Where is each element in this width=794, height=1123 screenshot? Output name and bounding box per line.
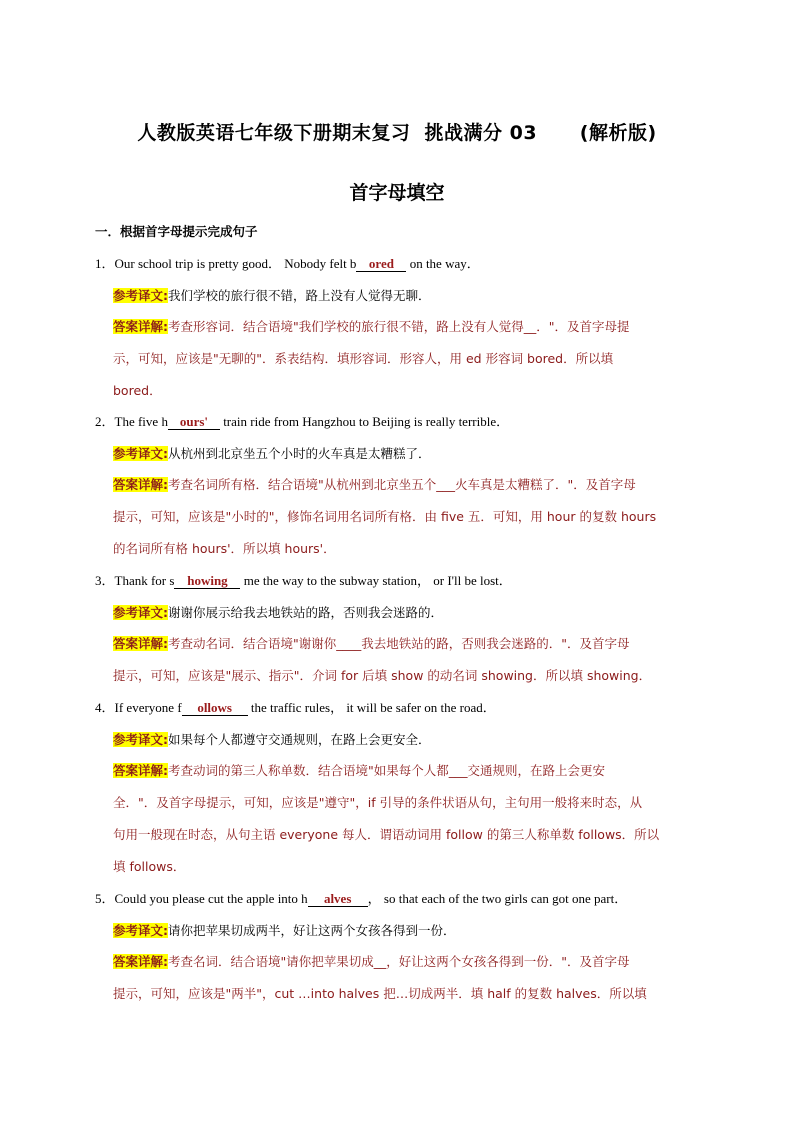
question-sentence: 2．The five h ours' train ride from Hangzhou to Beijing is really terrible．	[95, 414, 510, 429]
answer-blank: howing	[174, 573, 240, 589]
page-subtitle: 首字母填空	[349, 182, 445, 204]
answer-blank: ored	[356, 256, 406, 272]
answer-explanation: 答案详解:考查名词．结合语境"请你把苹果切成__，好让这两个女孩各得到一份．"．及首字母 提示，可知，应该是"两半"，cut …into halves 把…切成两半．填 half 的复数 halves．所以填	[113, 954, 647, 1002]
question-sentence: 3．Thank for s howing me the way to the subway station， or I'll be lost．	[95, 573, 512, 588]
translation-line: 参考译文:请你把苹果切成两半，好让这两个女孩各得到一份．	[113, 922, 456, 938]
question-item	[95, 565, 705, 692]
answer-label: 答案详解:	[113, 319, 168, 335]
translation-line: 参考译文:我们学校的旅行很不错，路上没有人觉得无聊．	[113, 287, 431, 303]
question-sentence: 4．If everyone f ollows the traffic rules， it will be safer on the road．	[95, 700, 496, 715]
answer-explanation: 答案详解:考查动名词．结合语境"谢谢你____我去地铁站的路，否则我会迷路的．"．及首字母 提示，可知，应该是"展示、指示"．介词 for 后填 show 的动名词 showing．所以填 showing．	[113, 636, 652, 684]
answer-label: 答案详解:	[113, 636, 168, 652]
answer-blank: ours'	[168, 414, 220, 430]
answer-explanation: 答案详解:考查名词所有格．结合语境"从杭州到北京坐五个___火车真是太糟糕了．"．及首字母 提示，可知，应该是"小时的"，修饰名词用名词所有格．由 five 五．可知，用 hour 的复数 hours 的名词所有格 hours'．所以填 hours'．	[113, 477, 657, 556]
translation-label: 参考译文:	[113, 604, 168, 620]
answer-label: 答案详解:	[113, 954, 168, 970]
answer-explanation: 答案详解:考查动词的第三人称单数．结合语境"如果每个人都___交通规则，在路上会更安 全．"．及首字母提示，可知，应该是"遵守"，if 引导的条件状语从句，主句用一般将来时态，从 句用一般现在时态，从句主语 everyone 每人．谓语动词用 follow 的第三人称单数 follows．所以 填 follows．	[113, 763, 660, 874]
question-item	[95, 248, 705, 407]
question-item	[95, 883, 705, 1010]
translation-line: 参考译文:如果每个人都遵守交通规则，在路上会更安全．	[113, 731, 431, 747]
answer-label: 答案详解:	[113, 763, 168, 779]
translation-label: 参考译文:	[113, 287, 168, 303]
answer-blank: alves	[308, 891, 368, 907]
translation-label: 参考译文:	[113, 731, 168, 747]
translation-line: 参考译文:谢谢你展示给我去地铁站的路，否则我会迷路的．	[113, 604, 444, 620]
answer-label: 答案详解:	[113, 477, 168, 493]
question-sentence: 1．Our school trip is pretty good． Nobody felt b ored on the way．	[95, 256, 480, 271]
question-item	[95, 692, 705, 882]
page-title: 人教版英语七年级下册期末复习 挑战满分 03 (解析版)	[137, 122, 657, 144]
section-heading: 一．根据首字母提示完成句子	[95, 224, 258, 239]
translation-label: 参考译文:	[113, 922, 168, 938]
answer-explanation: 答案详解:考查形容词．结合语境"我们学校的旅行很不错，路上没有人觉得__．"．及首字母提 示，可知，应该是"无聊的"．系表结构．填形容词．形容人，用 ed 形容词 bored．所以填 bored．	[113, 319, 630, 398]
translation-label: 参考译文:	[113, 445, 168, 461]
question-item	[95, 406, 705, 565]
translation-line: 参考译文:从杭州到北京坐五个小时的火车真是太糟糕了．	[113, 445, 431, 461]
question-sentence: 5．Could you please cut the apple into h alves ， so that each of the two girls can got one part．	[95, 891, 628, 906]
answer-blank: ollows	[182, 700, 248, 716]
